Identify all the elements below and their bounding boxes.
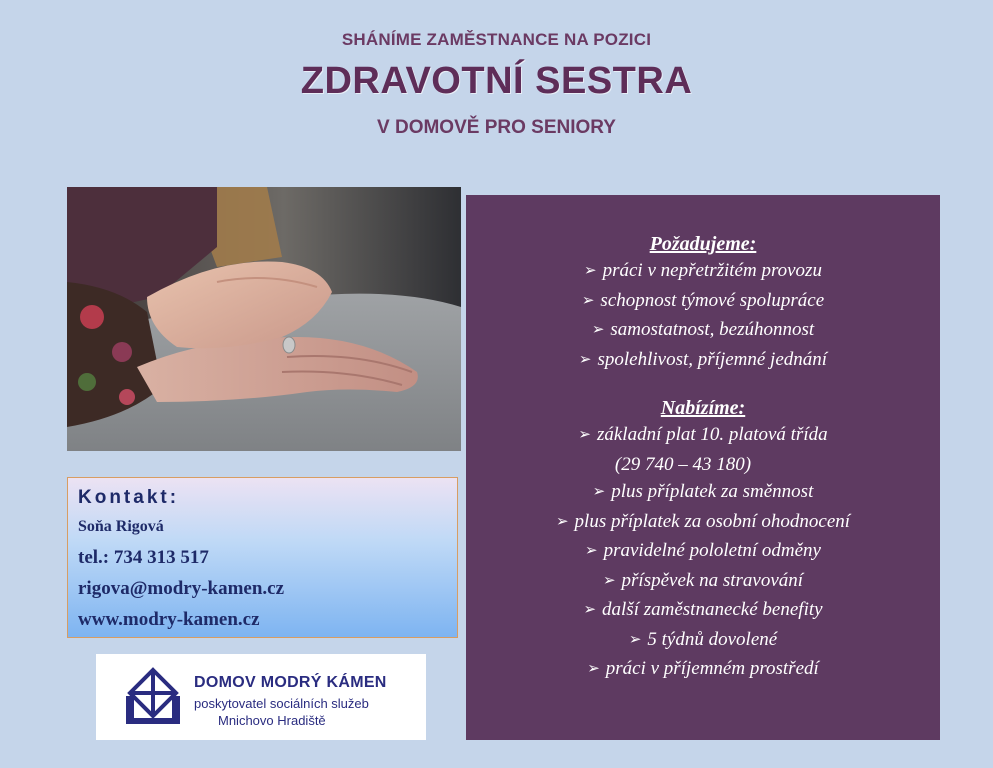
arrowhead-bullet-icon: ➢ xyxy=(602,572,616,589)
hands-photo xyxy=(67,187,461,451)
contact-name: Soňa Rigová xyxy=(78,518,164,535)
offers-heading: Nabízíme: xyxy=(660,397,746,419)
contact-website[interactable]: www.modry-kamen.cz xyxy=(78,609,260,630)
contact-label: Kontakt: xyxy=(78,487,180,508)
organization-logo xyxy=(96,654,426,740)
list-item: ➢ práci v nepřetržitém provozu xyxy=(584,260,822,281)
salary-range: (29 740 – 43 180) xyxy=(614,453,752,475)
arrowhead-bullet-icon: ➢ xyxy=(592,484,606,500)
arrowhead-bullet-icon: ➢ xyxy=(628,631,642,648)
arrowhead-bullet-icon: ➢ xyxy=(584,263,597,279)
house-diamond-logo-icon xyxy=(124,666,182,728)
list-item: ➢ práci v příjemném prostředí xyxy=(587,658,819,679)
list-item: ➢ další zaměstnanecké benefity xyxy=(583,599,823,620)
requirements-section xyxy=(466,231,940,375)
arrowhead-bullet-icon: ➢ xyxy=(578,427,591,443)
list-item: ➢ příspěvek na stravování xyxy=(602,569,804,591)
requirements-heading: Požadujeme: xyxy=(649,233,757,255)
list-item: ➢ schopnost týmové spolupráce xyxy=(581,289,825,311)
arrowhead-bullet-icon: ➢ xyxy=(578,351,592,368)
logo-tagline: poskytovatel sociálních služeb xyxy=(194,696,369,711)
page-title: ZDRAVOTNÍ SESTRA xyxy=(300,60,693,102)
arrowhead-bullet-icon: ➢ xyxy=(581,292,595,309)
logo-name: DOMOV MODRÝ KÁMEN xyxy=(194,674,387,691)
offers-section xyxy=(466,395,940,685)
list-item: ➢ spolehlivost, příjemné jednání xyxy=(578,348,828,370)
arrowhead-bullet-icon: ➢ xyxy=(591,322,605,338)
arrowhead-bullet-icon: ➢ xyxy=(583,602,597,618)
logo-location: Mnichovo Hradiště xyxy=(218,713,326,728)
contact-box xyxy=(67,477,458,638)
list-item: ➢ plus příplatek za směnnost xyxy=(592,481,814,502)
header-subtitle-bottom: V DOMOVĚ PRO SENIORY xyxy=(377,117,616,138)
list-item: ➢ samostatnost, bezúhonnost xyxy=(591,319,815,340)
arrowhead-bullet-icon: ➢ xyxy=(587,661,600,677)
list-item: ➢ 5 týdnů dovolené xyxy=(628,628,778,650)
arrowhead-bullet-icon: ➢ xyxy=(585,543,598,559)
list-item: ➢ pravidelné pololetní odměny xyxy=(585,540,821,561)
header-subtitle-top: SHÁNÍME ZAMĚSTNANCE NA POZICI xyxy=(341,30,652,49)
arrowhead-bullet-icon: ➢ xyxy=(555,513,569,530)
list-item: ➢ základní plat 10. platová třída xyxy=(578,424,828,445)
contact-email[interactable]: rigova@modry-kamen.cz xyxy=(78,578,285,599)
contact-phone[interactable]: tel.: 734 313 517 xyxy=(78,547,209,568)
job-details-panel xyxy=(466,195,940,740)
list-item: ➢ plus příplatek za osobní ohodnocení xyxy=(555,510,851,532)
